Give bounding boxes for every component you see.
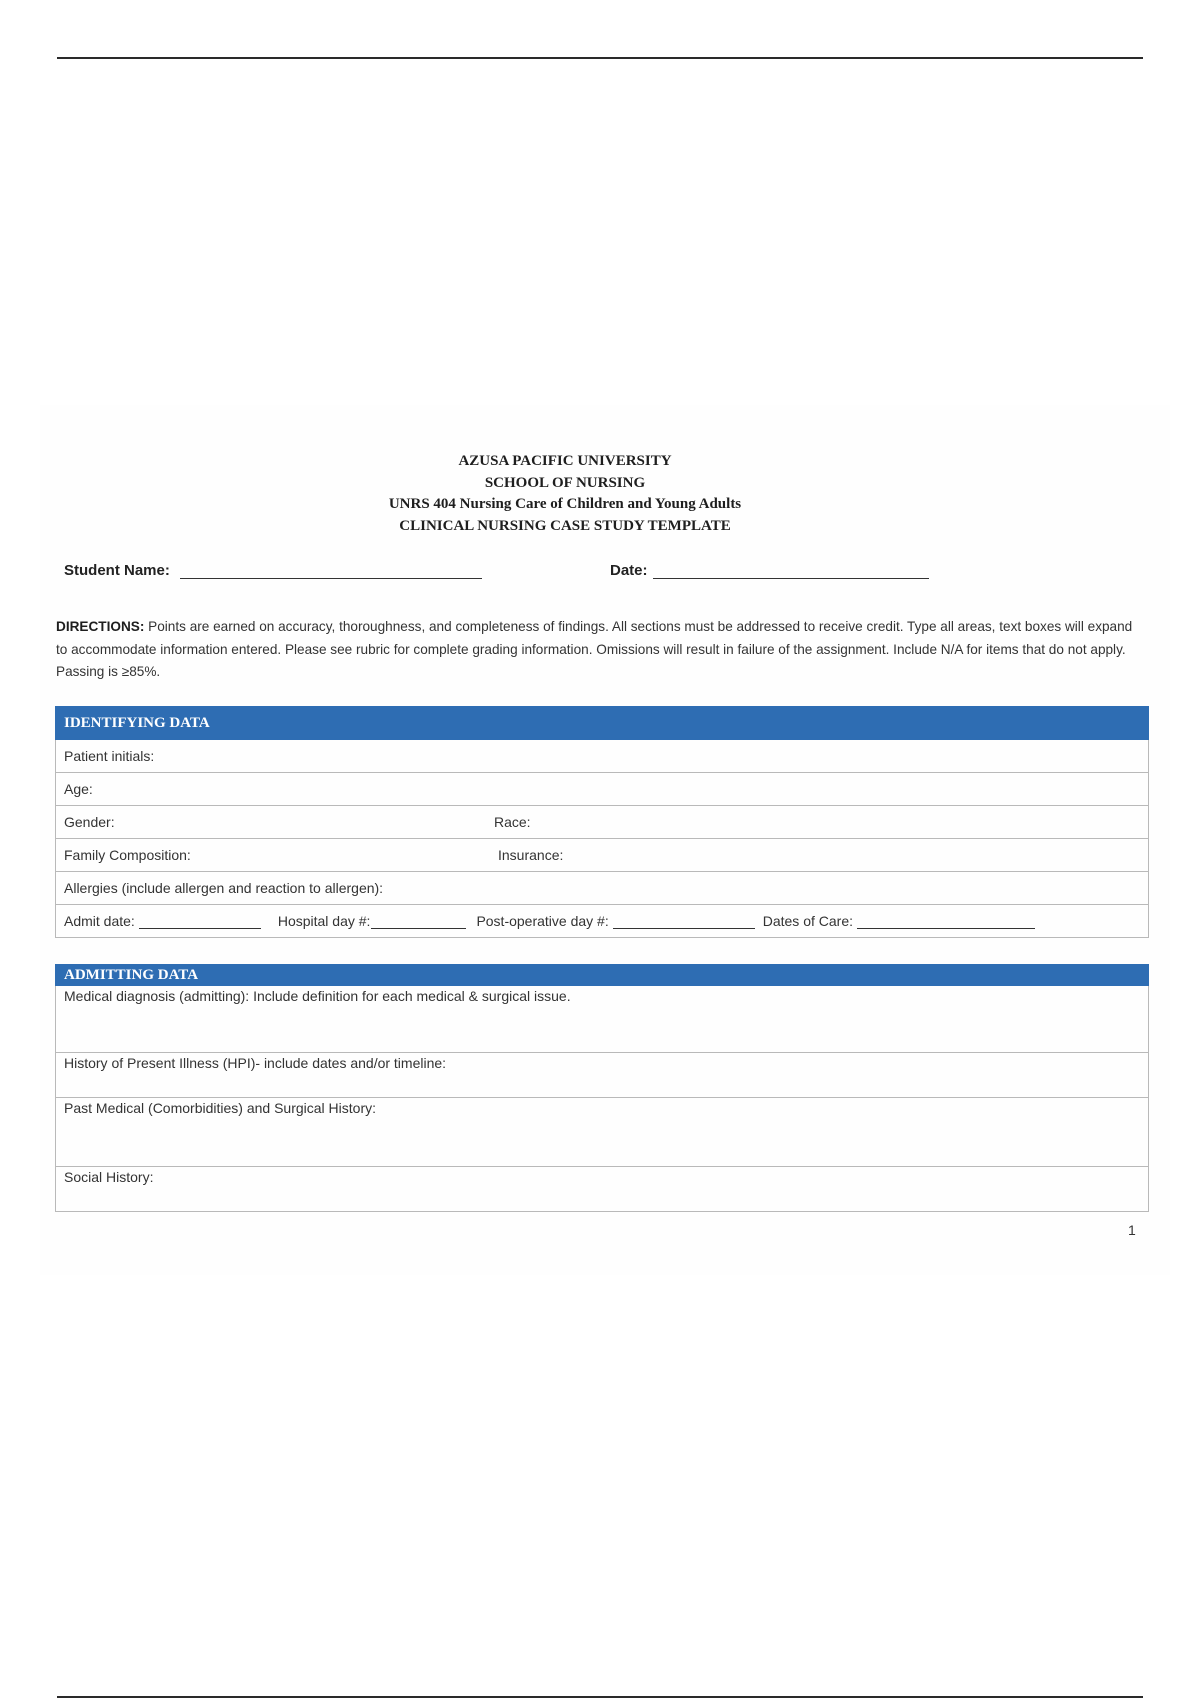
date-label: Date: bbox=[610, 562, 648, 579]
insurance-label: Insurance: bbox=[498, 847, 564, 863]
social-history-label: Social History: bbox=[64, 1169, 154, 1185]
age-label: Age: bbox=[64, 781, 93, 797]
dates-of-care-label: Dates of Care: bbox=[762, 913, 853, 929]
insurance-field[interactable] bbox=[498, 847, 563, 863]
gender-field[interactable] bbox=[64, 814, 494, 830]
post-operative-day-label: Post-operative day #: bbox=[476, 913, 609, 929]
directions-label: DIRECTIONS: bbox=[56, 619, 145, 634]
past-medical-history-field[interactable] bbox=[56, 1098, 1149, 1167]
family-composition-field[interactable] bbox=[64, 847, 498, 863]
post-operative-day-field[interactable] bbox=[613, 915, 755, 929]
bottom-rule bbox=[57, 1696, 1143, 1698]
university-name: AZUSA PACIFIC UNIVERSITY bbox=[458, 453, 672, 469]
page-number: 1 bbox=[1128, 1222, 1136, 1238]
student-name-field[interactable] bbox=[180, 564, 482, 579]
student-name-line bbox=[64, 562, 482, 579]
directions bbox=[56, 616, 1142, 684]
medical-diagnosis-field[interactable] bbox=[56, 986, 1149, 1053]
race-label: Race: bbox=[494, 814, 531, 830]
student-name-label: Student Name: bbox=[64, 562, 170, 579]
hospital-day-label: Hospital day #: bbox=[277, 913, 371, 929]
allergies-label: Allergies (include allergen and reaction to allergen): bbox=[64, 880, 384, 896]
top-rule bbox=[57, 57, 1143, 59]
race-field[interactable] bbox=[494, 814, 531, 830]
medical-diagnosis-label: Medical diagnosis (admitting): Include definition for each medical & surgical issue. bbox=[64, 988, 571, 1004]
past-medical-history-label: Past Medical (Comorbidities) and Surgical History: bbox=[64, 1100, 376, 1116]
social-history-field[interactable] bbox=[56, 1167, 1149, 1212]
age-field[interactable] bbox=[56, 773, 1149, 806]
admitting-data-title: ADMITTING DATA bbox=[56, 965, 1149, 986]
course-title: UNRS 404 Nursing Care of Children and Young Adults bbox=[388, 496, 742, 512]
document-header bbox=[0, 451, 1130, 537]
directions-text: Points are earned on accuracy, thoroughness, and completeness of findings. All sections must be addressed to receive credit. Type all areas, text boxes will expand to accommodate information entered. Please see rubric for complete grading information. Omissions will result in failure of the assignment. Include N/A for items that do not apply. Passing is ≥85%. bbox=[56, 619, 1133, 679]
date-field[interactable] bbox=[653, 564, 929, 579]
dates-of-care-field[interactable] bbox=[857, 915, 1035, 929]
patient-initials-label: Patient initials: bbox=[64, 748, 155, 764]
patient-initials-field[interactable] bbox=[56, 740, 1149, 773]
admitting-data-table bbox=[55, 964, 1149, 1212]
school-name: SCHOOL OF NURSING bbox=[484, 474, 646, 491]
hospital-day-field[interactable] bbox=[371, 915, 466, 929]
admit-date-label: Admit date: bbox=[64, 913, 135, 929]
gender-label: Gender: bbox=[64, 814, 115, 830]
family-composition-label: Family Composition: bbox=[64, 847, 191, 863]
template-title: CLINICAL NURSING CASE STUDY TEMPLATE bbox=[399, 517, 731, 534]
identifying-data-title: IDENTIFYING DATA bbox=[56, 707, 1149, 740]
admit-date-field[interactable] bbox=[139, 915, 261, 929]
hpi-label: History of Present Illness (HPI)- include dates and/or timeline: bbox=[64, 1055, 447, 1071]
date-line bbox=[610, 562, 929, 579]
allergies-field[interactable] bbox=[56, 872, 1149, 905]
hpi-field[interactable] bbox=[56, 1053, 1149, 1098]
identifying-data-table bbox=[55, 706, 1149, 938]
